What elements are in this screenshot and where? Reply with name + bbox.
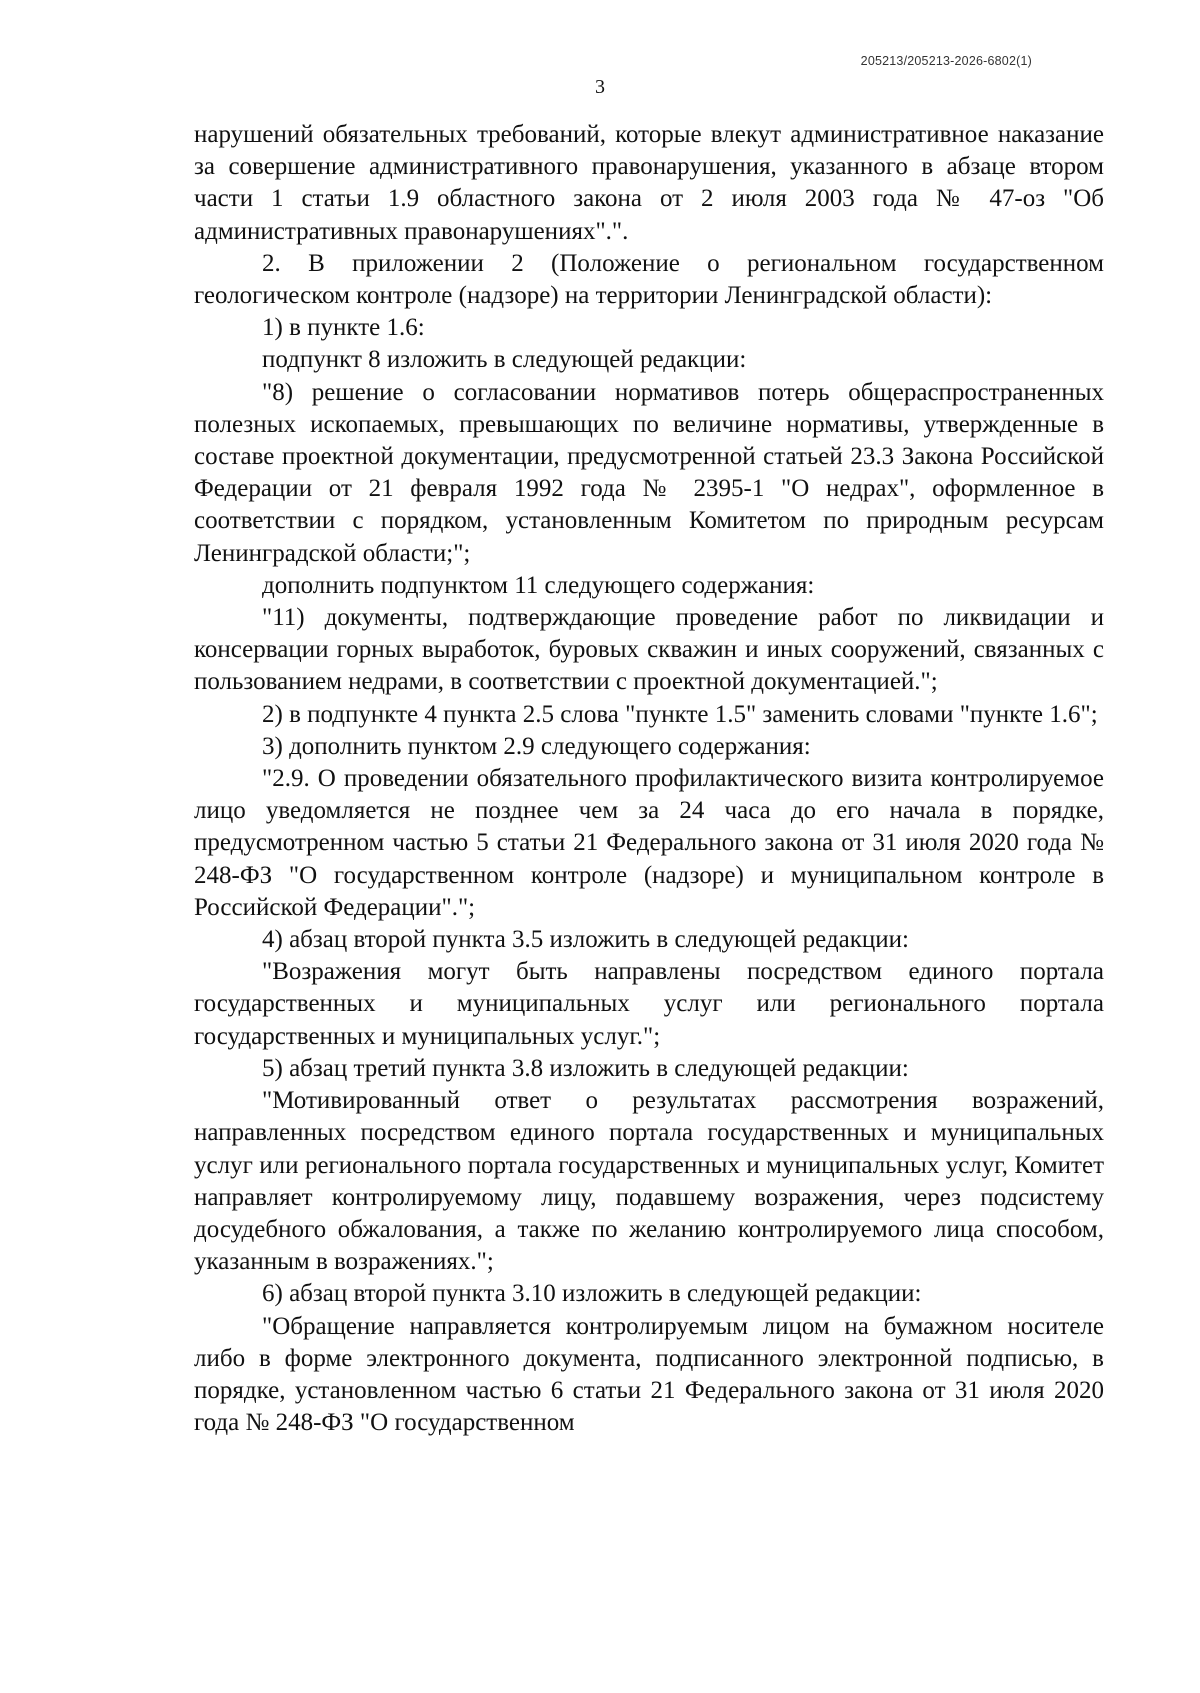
paragraph: "Возражения могут быть направлены посредством единого портала государственных и муниципальных услуг или регионального портала государственных и муниципальных услуг."; bbox=[194, 958, 1104, 1050]
paragraph: "2.9. О проведении обязательного профилактического визита контролируемое лицо уведомляется не позднее чем за 24 часа до его начала в порядке, предусмотренном частью 5 статьи 21 Федерального закона от 31 июля 2020 года № 248-ФЗ "О государственном контроле (надзоре) и муниципальном контроле в Российской Федерации"."; bbox=[194, 765, 1104, 921]
paragraph: 2. В приложении 2 (Положение о региональном государственном геологическом контроле (надзоре) на территории Ленинградской области): bbox=[194, 249, 1104, 310]
document-id: 205213/205213-2026-6802(1) bbox=[860, 54, 1032, 68]
paragraph: "Обращение направляется контролируемым лицом на бумажном носителе либо в форме электронного документа, подписанного электронной подписью, в порядке, установленном частью 6 статьи 21 Федерального закона от 31 июля 2020 года № 248-ФЗ "О государственном bbox=[194, 1312, 1104, 1437]
paragraph: "Мотивированный ответ о результатах рассмотрения возражений, направленных посредством единого портала государственных и муниципальных услуг или регионального портала государственных и муниципальных услуг, Комитет направляет контролируемому лицу, подавшему возражения, через подсистему досудебного обжалования, а также по желанию контролируемого лица способом, указанным в возражениях."; bbox=[194, 1087, 1104, 1276]
page-number: 3 bbox=[595, 76, 605, 98]
paragraph: 6) абзац второй пункта 3.10 изложить в следующей редакции: bbox=[262, 1280, 922, 1308]
paragraph: 5) абзац третий пункта 3.8 изложить в следующей редакции: bbox=[262, 1054, 909, 1082]
paragraph: 4) абзац второй пункта 3.5 изложить в следующей редакции: bbox=[262, 926, 909, 954]
paragraph: 1) в пункте 1.6: bbox=[262, 314, 425, 342]
document-body bbox=[194, 119, 1104, 1439]
paragraph: 3) дополнить пунктом 2.9 следующего содержания: bbox=[262, 732, 811, 760]
paragraph: дополнить подпунктом 11 следующего содержания: bbox=[262, 571, 815, 599]
paragraph: "11) документы, подтверждающие проведение работ по ликвидации и консервации горных выработок, буровых скважин и иных сооружений, связанных с пользованием недрами, в соответствии с проектной документацией."; bbox=[194, 604, 1104, 696]
paragraph: нарушений обязательных требований, которые влекут административное наказание за совершение административного правонарушения, указанного в абзаце втором части 1 статьи 1.9 областного закона от 2 июля 2003 года № 47-оз "Об административных правонарушениях".". bbox=[194, 121, 1104, 245]
paragraph: 2) в подпункте 4 пункта 2.5 слова "пункте 1.5" заменить словами "пункте 1.6"; bbox=[262, 700, 1098, 728]
paragraph: "8) решение о согласовании нормативов потерь общераспространенных полезных ископаемых, превышающих по величине нормативы, утвержденные в составе проектной документации, предусмотренной статьей 23.3 Закона Российской Федерации от 21 февраля 1992 года № 2395-1 "О недрах", оформленное в соответствии с порядком, установленным Комитетом по природным ресурсам Ленинградской области;"; bbox=[194, 378, 1104, 567]
paragraph: подпункт 8 изложить в следующей редакции: bbox=[262, 346, 747, 374]
